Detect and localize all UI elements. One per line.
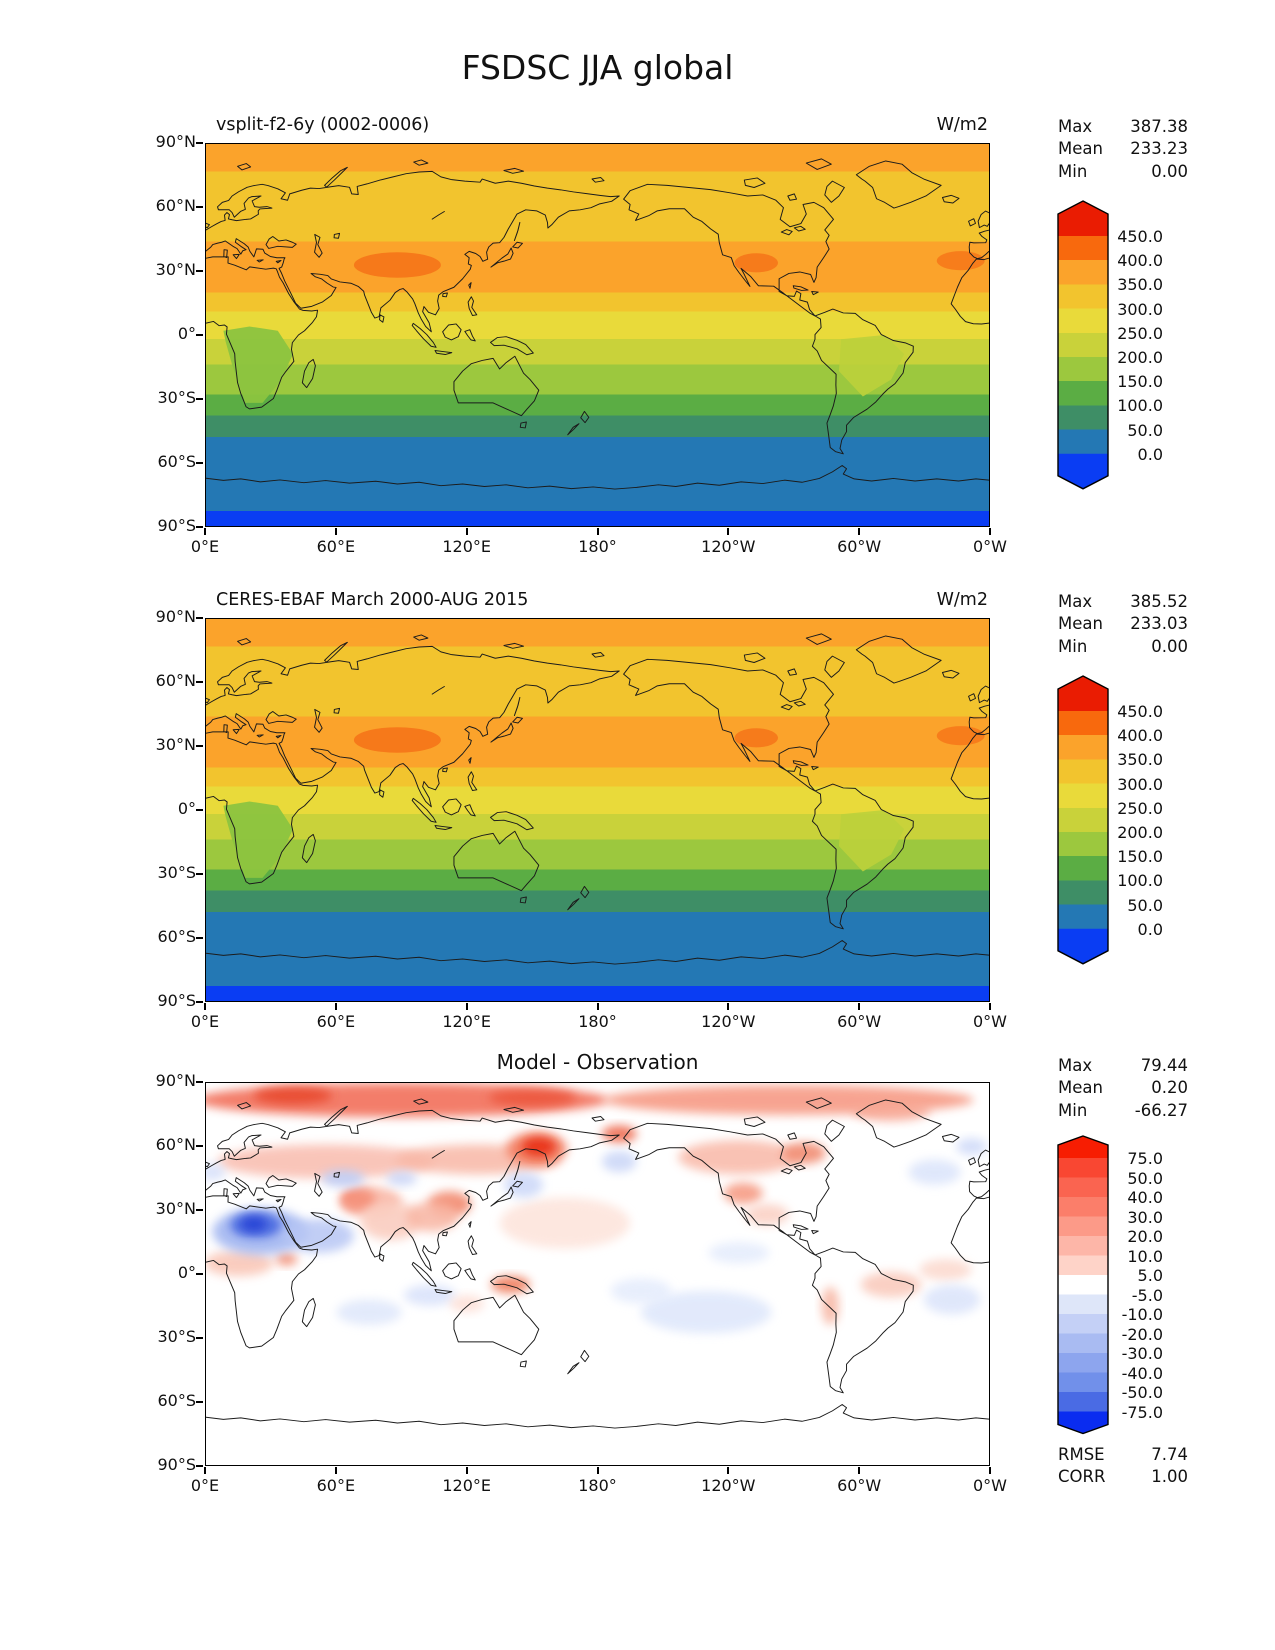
y-tick-mark	[196, 1401, 203, 1403]
x-tick-label: 60°W	[837, 537, 882, 556]
colorbar-tick-label: 50.0	[1127, 1168, 1163, 1188]
panel-title: Model - Observation	[496, 1050, 699, 1074]
x-tick-label: 180°	[578, 537, 617, 556]
colorbar-tick-label: -75.0	[1121, 1402, 1163, 1422]
x-tick-mark	[466, 1467, 468, 1474]
stat-label: Min	[1058, 636, 1088, 656]
y-tick-label: 30°N	[155, 260, 196, 279]
stat-value: 7.74	[1151, 1445, 1188, 1464]
stat-label: Max	[1058, 592, 1093, 611]
units-label: W/m2	[936, 115, 988, 135]
x-tick-label: 120°E	[442, 537, 491, 556]
colorbar-tick-label: 20.0	[1127, 1227, 1163, 1246]
stat-label: CORR	[1058, 1467, 1106, 1487]
x-tick-mark	[466, 1003, 468, 1010]
x-tick-mark	[858, 1003, 860, 1010]
x-tick-label: 120°E	[442, 1012, 491, 1031]
y-tick-mark	[196, 937, 203, 939]
colorbar-tick-label: 200.0	[1117, 823, 1163, 842]
colorbar-tick-label: -5.0	[1131, 1285, 1163, 1305]
stats-block	[1058, 1055, 1188, 1122]
colorbar-tick-label: 75.0	[1127, 1149, 1163, 1168]
stats-block	[1058, 591, 1188, 658]
y-tick-label: 30°S	[157, 1327, 196, 1346]
x-tick-label: 0°E	[190, 1012, 220, 1031]
x-tick-label: 120°W	[701, 1476, 756, 1495]
x-tick-label: 120°W	[701, 1012, 756, 1031]
x-tick-label: 60°W	[837, 1476, 882, 1495]
stat-row	[1058, 1100, 1188, 1122]
stat-value: 233.23	[1130, 139, 1188, 159]
x-tick-mark	[335, 1003, 337, 1010]
colorbar-tick-label: -30.0	[1121, 1344, 1163, 1363]
y-tick-label: 90°N	[155, 132, 196, 151]
stat-row	[1058, 116, 1188, 138]
x-tick-mark	[597, 528, 599, 535]
colorbar-tick-label: -50.0	[1121, 1383, 1163, 1402]
y-tick-label: 60°S	[157, 927, 196, 946]
stat-value: 233.03	[1130, 614, 1188, 634]
stat-row	[1058, 138, 1188, 160]
stat-value: 0.00	[1151, 161, 1188, 181]
colorbar-tick-label: 100.0	[1117, 871, 1163, 891]
x-tick-mark	[727, 528, 729, 535]
colorbar-tick-label: 350.0	[1117, 275, 1163, 295]
y-tick-mark	[196, 873, 203, 875]
x-tick-mark	[335, 528, 337, 535]
y-tick-mark	[196, 206, 203, 208]
y-tick-label: 0°	[177, 799, 196, 818]
x-tick-mark	[989, 528, 991, 535]
stat-label: Min	[1058, 161, 1088, 181]
colorbar-tick-label: -10.0	[1121, 1305, 1163, 1324]
y-tick-label: 30°S	[157, 388, 196, 407]
y-tick-label: 90°N	[155, 607, 196, 626]
map-model	[205, 143, 990, 527]
x-tick-label: 0°E	[190, 537, 220, 556]
y-tick-label: 60°N	[155, 1135, 196, 1154]
colorbar-tick-label: 150.0	[1117, 372, 1163, 392]
y-tick-label: 90°S	[157, 1455, 196, 1474]
x-tick-label: 180°	[578, 1012, 617, 1031]
panel-title: vsplit-f2-6y (0002-0006)	[216, 115, 430, 135]
y-tick-label: 90°S	[157, 516, 196, 535]
x-tick-mark	[989, 1003, 991, 1010]
x-tick-label: 120°E	[442, 1476, 491, 1495]
y-tick-mark	[196, 617, 203, 619]
x-tick-label: 60°E	[316, 537, 356, 556]
x-tick-mark	[727, 1467, 729, 1474]
stat-value: 385.52	[1130, 592, 1188, 611]
map-observation-plot	[206, 619, 989, 1001]
colorbar-tick-label: 450.0	[1117, 702, 1163, 721]
x-tick-label: 60°E	[316, 1012, 356, 1031]
colorbar-tick-label: -40.0	[1121, 1363, 1163, 1383]
y-tick-label: 60°S	[157, 452, 196, 471]
y-tick-label: 30°N	[155, 735, 196, 754]
y-tick-mark	[196, 398, 203, 400]
stat-label: Max	[1058, 1056, 1093, 1075]
colorbar-tick-label: 300.0	[1117, 299, 1163, 319]
x-tick-mark	[466, 528, 468, 535]
y-tick-label: 0°	[177, 324, 196, 343]
stat-value: 0.00	[1151, 636, 1188, 656]
colorbar-tick-label: 400.0	[1117, 251, 1163, 271]
y-tick-mark	[196, 1337, 203, 1339]
y-tick-mark	[196, 526, 203, 528]
x-tick-mark	[597, 1003, 599, 1010]
colorbar-tick-label: 100.0	[1117, 396, 1163, 416]
stat-label: Max	[1058, 117, 1093, 136]
colorbar-tick-label: 200.0	[1117, 348, 1163, 367]
x-tick-mark	[204, 528, 206, 535]
colorbar-tick-label: 0.0	[1137, 444, 1163, 464]
stat-value: 1.00	[1151, 1467, 1188, 1487]
y-tick-mark	[196, 1081, 203, 1083]
x-tick-label: 60°W	[837, 1012, 882, 1031]
y-tick-mark	[196, 1145, 203, 1147]
y-tick-mark	[196, 334, 203, 336]
y-tick-label: 30°S	[157, 863, 196, 882]
map-observation	[205, 618, 990, 1002]
stat-row	[1058, 1077, 1188, 1099]
y-tick-mark	[196, 1465, 203, 1467]
y-tick-label: 60°N	[155, 671, 196, 690]
y-tick-mark	[196, 809, 203, 811]
y-tick-mark	[196, 462, 203, 464]
x-tick-label: 120°W	[701, 537, 756, 556]
units-label: W/m2	[936, 590, 988, 610]
y-tick-label: 90°N	[155, 1071, 196, 1090]
colorbar-tick-label: 250.0	[1117, 323, 1163, 343]
extra-stats-block	[1058, 1444, 1188, 1489]
y-tick-mark	[196, 142, 203, 144]
x-tick-mark	[204, 1003, 206, 1010]
x-tick-label: 0°W	[973, 1012, 1007, 1031]
stat-label: Mean	[1058, 1078, 1103, 1098]
colorbar-tick-label: -20.0	[1121, 1324, 1163, 1344]
colorbar-tick-label: 300.0	[1117, 774, 1163, 794]
colorbar-tick-label: 450.0	[1117, 227, 1163, 246]
stat-value: -66.27	[1134, 1100, 1188, 1120]
stat-row	[1058, 161, 1188, 183]
stat-row	[1058, 613, 1188, 635]
stat-row	[1058, 1466, 1188, 1488]
stat-value: 387.38	[1130, 117, 1188, 136]
x-tick-mark	[989, 1467, 991, 1474]
y-tick-label: 90°S	[157, 991, 196, 1010]
y-tick-mark	[196, 681, 203, 683]
x-tick-mark	[858, 1467, 860, 1474]
y-tick-mark	[196, 1209, 203, 1211]
panel-title: CERES-EBAF March 2000-AUG 2015	[216, 590, 529, 610]
colorbar-tick-label: 400.0	[1117, 726, 1163, 746]
stat-value: 0.20	[1151, 1078, 1188, 1098]
colorbar-tick-label: 250.0	[1117, 798, 1163, 818]
y-tick-mark	[196, 270, 203, 272]
colorbar-tick-label: 0.0	[1137, 919, 1163, 939]
x-tick-label: 180°	[578, 1476, 617, 1495]
x-tick-label: 60°E	[316, 1476, 356, 1495]
y-tick-label: 0°	[177, 1263, 196, 1282]
colorbar-tick-label: 150.0	[1117, 847, 1163, 867]
colorbar-tick-label: 5.0	[1137, 1266, 1163, 1285]
stat-row	[1058, 636, 1188, 658]
colorbar-tick-label: 10.0	[1127, 1246, 1163, 1266]
y-tick-label: 60°S	[157, 1391, 196, 1410]
y-tick-mark	[196, 745, 203, 747]
colorbar-tick-label: 30.0	[1127, 1207, 1163, 1227]
y-tick-mark	[196, 1001, 203, 1003]
stat-label: Min	[1058, 1100, 1088, 1120]
stat-row	[1058, 591, 1188, 613]
colorbar-tick-label: 40.0	[1127, 1188, 1163, 1207]
x-tick-mark	[858, 528, 860, 535]
x-tick-mark	[727, 1003, 729, 1010]
x-tick-label: 0°W	[973, 1476, 1007, 1495]
map-difference	[205, 1082, 990, 1466]
map-model-plot	[206, 144, 989, 526]
figure-title: FSDSC JJA global	[461, 48, 734, 87]
colorbar-tick-label: 350.0	[1117, 750, 1163, 770]
stat-value: 79.44	[1140, 1056, 1188, 1075]
x-tick-mark	[335, 1467, 337, 1474]
colorbar-tick-label: 50.0	[1127, 420, 1163, 440]
x-tick-mark	[204, 1467, 206, 1474]
x-tick-mark	[597, 1467, 599, 1474]
stat-row	[1058, 1055, 1188, 1077]
stat-row	[1058, 1444, 1188, 1466]
y-tick-label: 60°N	[155, 196, 196, 215]
y-tick-label: 30°N	[155, 1199, 196, 1218]
stat-label: Mean	[1058, 139, 1103, 159]
x-tick-label: 0°W	[973, 537, 1007, 556]
y-tick-mark	[196, 1273, 203, 1275]
stat-label: RMSE	[1058, 1445, 1105, 1464]
stats-block	[1058, 116, 1188, 183]
x-tick-label: 0°E	[190, 1476, 220, 1495]
map-difference-plot	[206, 1083, 989, 1465]
stat-label: Mean	[1058, 614, 1103, 634]
colorbar-tick-label: 50.0	[1127, 895, 1163, 915]
